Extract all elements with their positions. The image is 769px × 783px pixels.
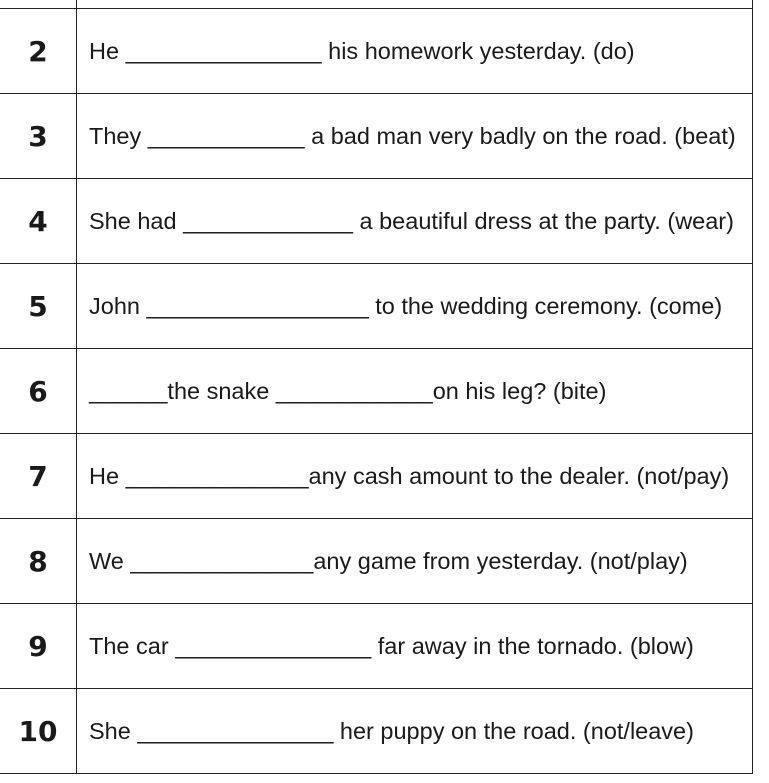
item-number: 3 — [0, 94, 77, 179]
exercise-sentence: She had _____________ a beautiful dress at the party. (wear) — [77, 179, 753, 264]
table-row — [0, 264, 753, 349]
item-number: 8 — [0, 519, 77, 604]
table-row — [0, 349, 753, 434]
table-row — [0, 94, 753, 179]
exercise-sentence: He ______________any cash amount to the dealer. (not/pay) — [77, 434, 753, 519]
table-row — [0, 519, 753, 604]
item-number: 7 — [0, 434, 77, 519]
item-number: 6 — [0, 349, 77, 434]
table-row — [0, 179, 753, 264]
exercise-sentence: We ______________any game from yesterday. (not/play) — [77, 519, 753, 604]
item-number: 2 — [0, 9, 77, 94]
item-number: 4 — [0, 179, 77, 264]
table-row-partial — [0, 0, 753, 9]
item-number-cell — [0, 0, 77, 9]
exercise-sentence: John _________________ to the wedding ceremony. (come) — [77, 264, 753, 349]
table-row — [0, 434, 753, 519]
item-number: 9 — [0, 604, 77, 689]
table-row — [0, 604, 753, 689]
exercise-sentence: They ____________ a bad man very badly on the road. (beat) — [77, 94, 753, 179]
exercise-sentence: The car _______________ far away in the tornado. (blow) — [77, 604, 753, 689]
item-number: 5 — [0, 264, 77, 349]
table-row — [0, 689, 753, 774]
exercise-sentence: ______the snake ____________on his leg? (bite) — [77, 349, 753, 434]
exercise-sentence: She _______________ her puppy on the road. (not/leave) — [77, 689, 753, 774]
exercise-sentence: He _______________ his homework yesterday. (do) — [77, 9, 753, 94]
item-number: 10 — [0, 689, 77, 774]
table-row — [0, 9, 753, 94]
sentence-cell — [77, 0, 753, 9]
